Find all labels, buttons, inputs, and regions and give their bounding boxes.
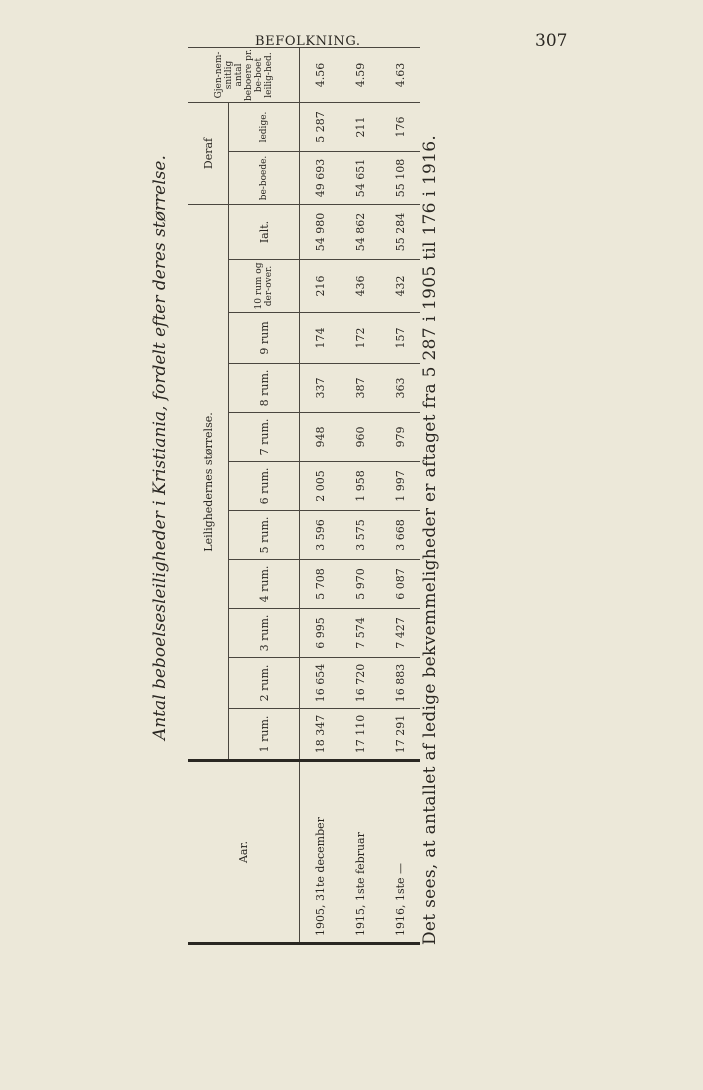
group-size-header: Leilighedernes størrelse.: [188, 205, 229, 761]
cell: 363: [380, 364, 420, 413]
cell: 172: [340, 313, 380, 364]
col-size-1: 1 rum.: [229, 709, 300, 761]
col-size-8: 8 rum.: [229, 364, 300, 413]
cell-total: 54 980: [300, 205, 341, 260]
col-total-header: Ialt.: [229, 205, 300, 260]
cell: 17 110: [340, 709, 380, 761]
cell: 7 574: [340, 609, 380, 658]
dwelling-size-table: [188, 47, 420, 945]
table-caption: Antal beboelsesleiligheder i Kristiania, fordelt efter deres størrelse.: [150, 155, 170, 740]
cell: 979: [380, 413, 420, 462]
cell: 948: [300, 413, 341, 462]
col-year-header: Aar.: [188, 761, 300, 944]
cell: 157: [380, 313, 420, 364]
cell-vacant: 5 287: [300, 103, 341, 152]
cell-occupied: 55 108: [380, 152, 420, 205]
col-size-2: 2 rum.: [229, 658, 300, 709]
cell-vacant: 211: [340, 103, 380, 152]
col-size-6: 6 rum.: [229, 462, 300, 511]
cell: 17 291: [380, 709, 420, 761]
table-row: [380, 48, 420, 944]
cell-occupied: 49 693: [300, 152, 341, 205]
cell: 3 596: [300, 511, 341, 560]
cell: 3 668: [380, 511, 420, 560]
cell: 216: [300, 260, 341, 313]
cell: 337: [300, 364, 341, 413]
group-deraf-header: Deraf: [188, 103, 229, 205]
col-vacant-header: ledige.: [229, 103, 300, 152]
cell: 5 970: [340, 560, 380, 609]
cell: 7 427: [380, 609, 420, 658]
col-size-9: 9 rum: [229, 313, 300, 364]
row-year: 1916, 1ste —: [380, 761, 420, 944]
cell: 1 958: [340, 462, 380, 511]
cell: 6 995: [300, 609, 341, 658]
cell: 16 883: [380, 658, 420, 709]
cell: 3 575: [340, 511, 380, 560]
footnote-text: Det sees, at antallet af ledige bekvemmeligheder er aftaget fra 5 287 i 1905 til 176 i 1916.: [420, 134, 440, 945]
rotated-table-block: [140, 45, 440, 945]
col-size-7: 7 rum.: [229, 413, 300, 462]
cell-occupied: 54 651: [340, 152, 380, 205]
cell: 387: [340, 364, 380, 413]
col-size-5: 5 rum.: [229, 511, 300, 560]
row-year: 1915, 1ste februar: [340, 761, 380, 944]
running-header: BEFOLKNING.: [255, 34, 361, 49]
page-number: 307: [535, 31, 568, 51]
cell: 16 720: [340, 658, 380, 709]
cell: 432: [380, 260, 420, 313]
row-year: 1905, 31te december: [300, 761, 341, 944]
cell-avg: 4.56: [300, 48, 341, 103]
col-size-4: 4 rum.: [229, 560, 300, 609]
cell-total: 54 862: [340, 205, 380, 260]
table-row: [340, 48, 380, 944]
col-avg-header: Gjen-nem-snitlig antal beboere pr. be-boet leilig-hed.: [188, 48, 300, 103]
cell: 174: [300, 313, 341, 364]
cell: 960: [340, 413, 380, 462]
cell: 1 997: [380, 462, 420, 511]
cell: 6 087: [380, 560, 420, 609]
cell: 2 005: [300, 462, 341, 511]
cell: 16 654: [300, 658, 341, 709]
col-occupied-header: be-boede.: [229, 152, 300, 205]
cell-vacant: 176: [380, 103, 420, 152]
table-row: [300, 48, 341, 944]
cell: 436: [340, 260, 380, 313]
cell-avg: 4.59: [340, 48, 380, 103]
cell-total: 55 284: [380, 205, 420, 260]
cell: 5 708: [300, 560, 341, 609]
col-size-3: 3 rum.: [229, 609, 300, 658]
cell: 18 347: [300, 709, 341, 761]
col-size-10: 10 rum og der-over.: [229, 260, 300, 313]
cell-avg: 4.63: [380, 48, 420, 103]
